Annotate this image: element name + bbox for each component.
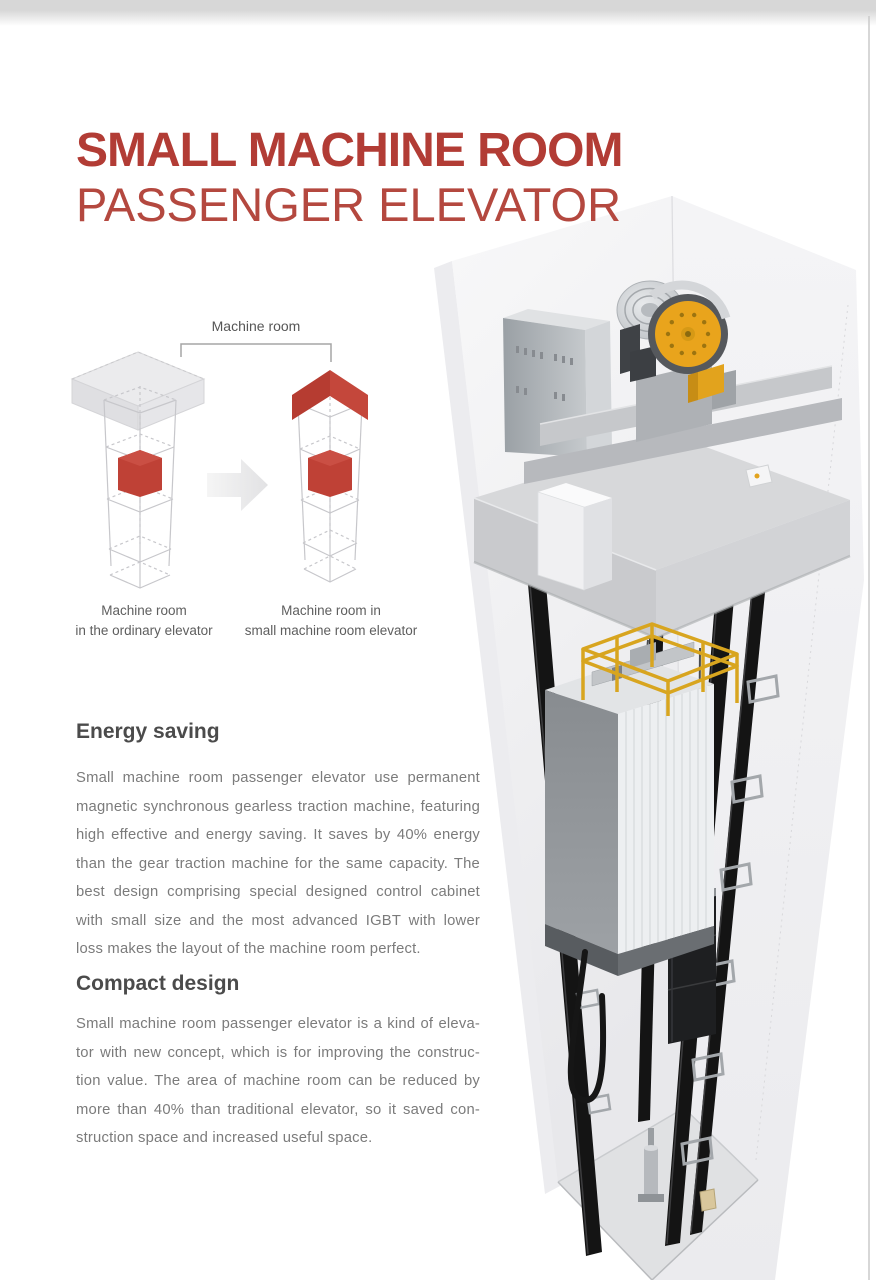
body-line: best design comprising special designed control cabinet	[76, 884, 480, 900]
body-line: loss makes the layout of the machine room perfect.	[76, 941, 421, 957]
caption-line: small machine room elevator	[244, 623, 418, 638]
pit-oil-can	[700, 1189, 716, 1211]
body-line: more than 40% than traditional elevator, so it saved con-	[76, 1101, 480, 1118]
body-line: tor with new concept, which is for improving the construc-	[76, 1044, 480, 1061]
section-heading-compact-design: Compact design	[76, 972, 240, 995]
body-line: magnetic synchronous gearless traction machine, featuring	[76, 798, 480, 815]
page-title-line-2: PASSENGER ELEVATOR	[76, 178, 622, 231]
machine-room-label: Machine room	[211, 318, 301, 334]
caption-line: Machine room	[101, 603, 187, 618]
body-line: with small size and the most advanced IGBT with lower	[76, 912, 480, 929]
body-line: Small machine room passenger elevator is a kind of eleva-	[76, 1016, 480, 1032]
body-line: struction space and increased useful space.	[76, 1130, 373, 1146]
body-line: high effective and energy saving. It saves by 40% energy	[76, 827, 480, 843]
body-line: than the gear traction machine for the same capacity. The	[76, 855, 480, 872]
elevator-shaft-3d	[434, 196, 864, 1280]
ordinary-elevator-diagram	[72, 352, 204, 588]
arrow-right-icon	[207, 459, 268, 511]
caption-line: Machine room in	[281, 603, 381, 618]
energy-saving-paragraph	[76, 770, 480, 970]
caption-ordinary-elevator	[58, 601, 230, 641]
caption-line: in the ordinary elevator	[75, 623, 213, 638]
section-heading-energy-saving: Energy saving	[76, 720, 220, 743]
page-title-line-1: SMALL MACHINE ROOM	[76, 124, 623, 177]
body-line: Small machine room passenger elevator use permanent	[76, 770, 480, 786]
body-line: tion value. The area of machine room can be reduced by	[76, 1073, 480, 1089]
caption-small-machine-room-elevator	[235, 601, 427, 641]
machine-room-bracket	[181, 344, 331, 362]
small-machine-room-diagram	[292, 370, 368, 582]
compact-design-paragraph	[76, 1016, 480, 1159]
